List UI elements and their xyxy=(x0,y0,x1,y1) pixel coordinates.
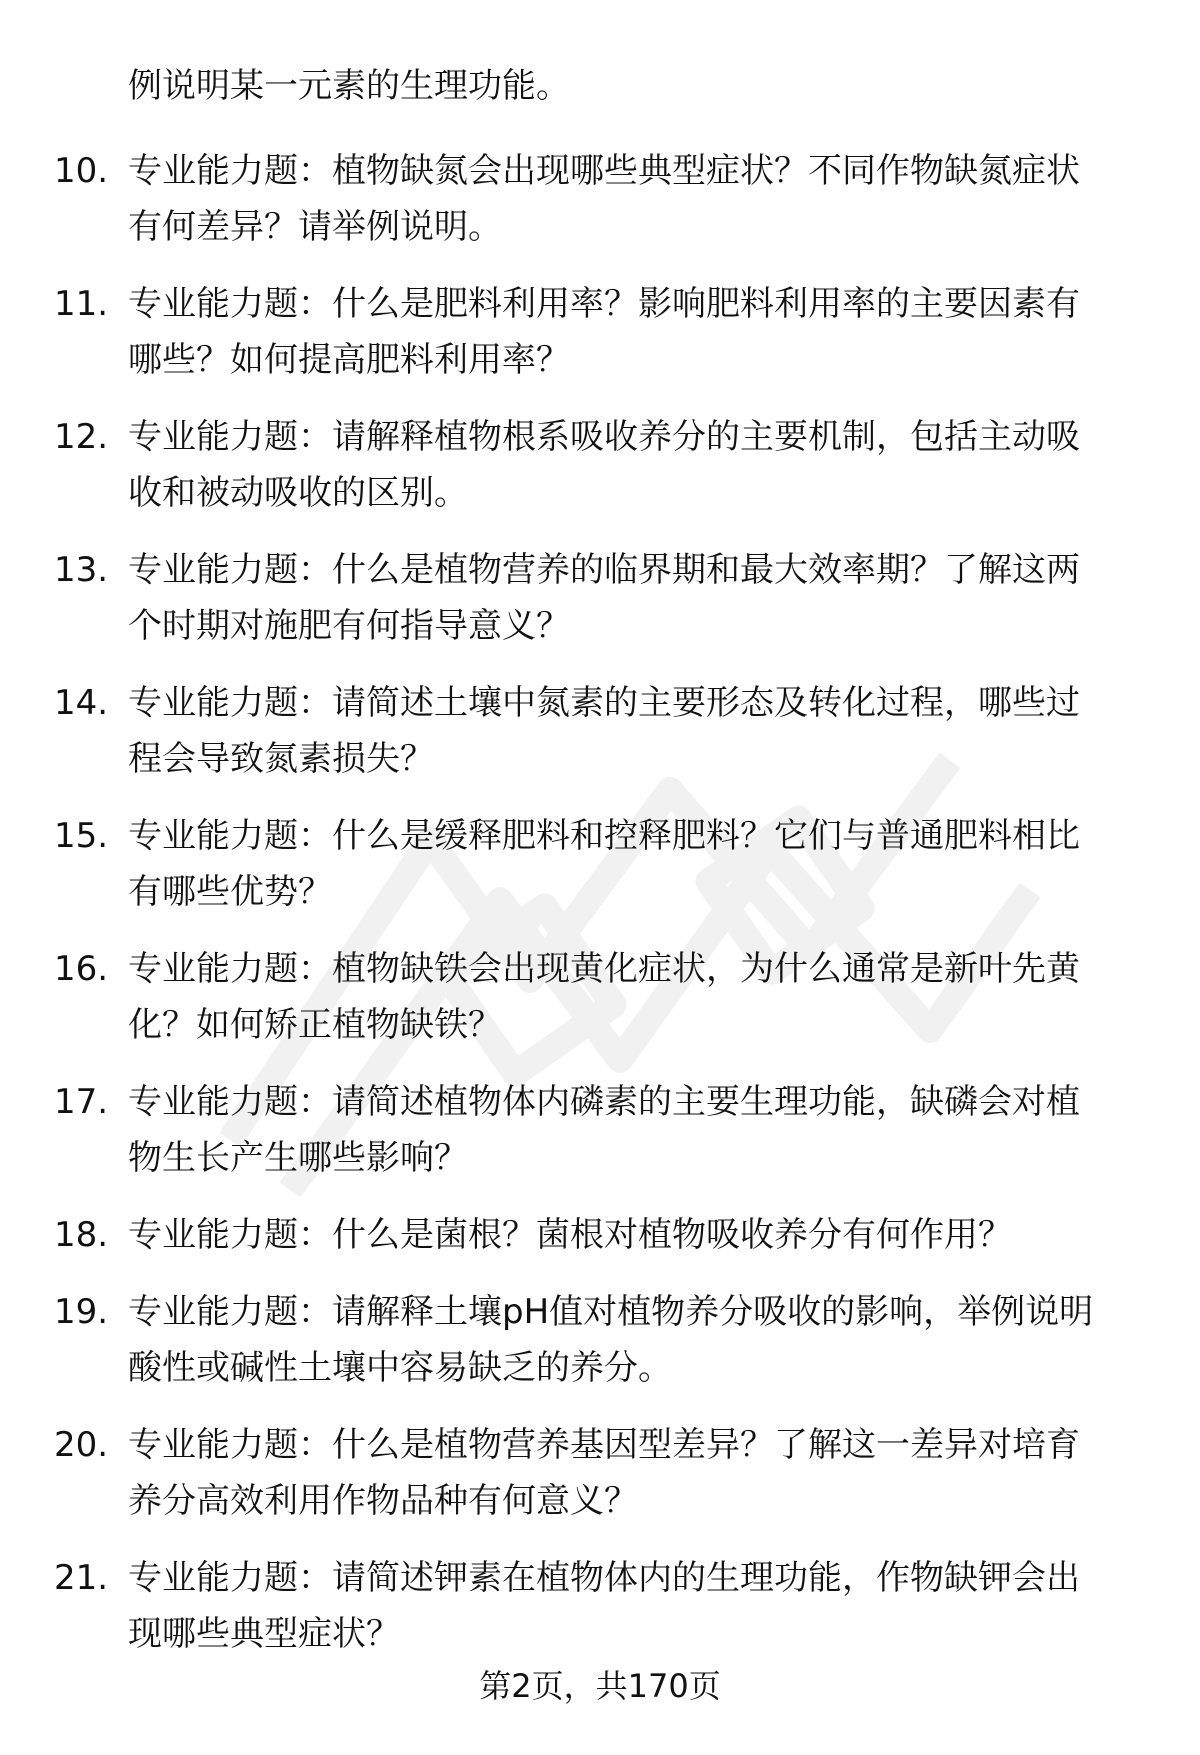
question-number: 10. xyxy=(54,151,109,191)
question-item xyxy=(0,276,1200,388)
question-number: 12. xyxy=(54,417,109,457)
question-item xyxy=(0,1284,1200,1396)
question-text: 专业能力题：什么是植物营养的临界期和最大效率期？了解这两 个时期对施肥有何指导意义？ xyxy=(128,550,1080,646)
question-item xyxy=(0,1207,1200,1263)
question-list xyxy=(0,143,1200,1683)
question-text: 专业能力题：什么是植物营养基因型差异？了解这一差异对培育 养分高效利用作物品种有何意义？ xyxy=(128,1425,1080,1521)
question-text: 专业能力题：请简述土壤中氮素的主要形态及转化过程，哪些过 程会导致氮素损失？ xyxy=(128,683,1080,779)
question-number: 13. xyxy=(54,550,109,590)
question-number: 19. xyxy=(54,1292,109,1332)
question-item xyxy=(0,675,1200,787)
question-number: 14. xyxy=(54,683,109,723)
question-item xyxy=(0,941,1200,1053)
question-text: 专业能力题：植物缺氮会出现哪些典型症状？不同作物缺氮症状 有何差异？请举例说明。 xyxy=(128,151,1080,247)
question-text: 专业能力题：什么是缓释肥料和控释肥料？它们与普通肥料相比 有哪些优势？ xyxy=(128,816,1080,912)
question-number: 18. xyxy=(54,1215,109,1255)
question-text: 专业能力题：请简述植物体内磷素的主要生理功能，缺磷会对植 物生长产生哪些影响？ xyxy=(128,1082,1080,1178)
question-item xyxy=(0,1417,1200,1529)
question-number: 20. xyxy=(54,1425,109,1465)
question-item xyxy=(0,143,1200,255)
question-text: 专业能力题：请解释植物根系吸收养分的主要机制，包括主动吸 收和被动吸收的区别。 xyxy=(128,417,1080,513)
question-item xyxy=(0,409,1200,521)
question-number: 11. xyxy=(54,284,109,324)
question-item xyxy=(0,1550,1200,1662)
question-text: 专业能力题：植物缺铁会出现黄化症状，为什么通常是新叶先黄 化？如何矫正植物缺铁？ xyxy=(128,949,1080,1045)
question-text: 专业能力题：什么是肥料利用率？影响肥料利用率的主要因素有 哪些？如何提高肥料利用率？ xyxy=(128,284,1080,380)
question-number: 16. xyxy=(54,949,109,989)
question-item xyxy=(0,542,1200,654)
question-item xyxy=(0,808,1200,920)
question-item xyxy=(0,1074,1200,1186)
question-number: 17. xyxy=(54,1082,109,1122)
question-text: 专业能力题：请解释土壤pH值对植物养分吸收的影响，举例说明 酸性或碱性土壤中容易缺乏的养分。 xyxy=(128,1292,1094,1388)
question-text: 专业能力题：什么是菌根？菌根对植物吸收养分有何作用？ xyxy=(128,1215,1012,1255)
question-number: 21. xyxy=(54,1558,109,1598)
question-text: 专业能力题：请简述钾素在植物体内的生理功能，作物缺钾会出 现哪些典型症状？ xyxy=(128,1558,1080,1654)
continuation-line: 例说明某一元素的生理功能。 xyxy=(128,66,570,106)
page-footer: 第2页，共170页 xyxy=(479,1667,721,1705)
question-number: 15. xyxy=(54,816,109,856)
